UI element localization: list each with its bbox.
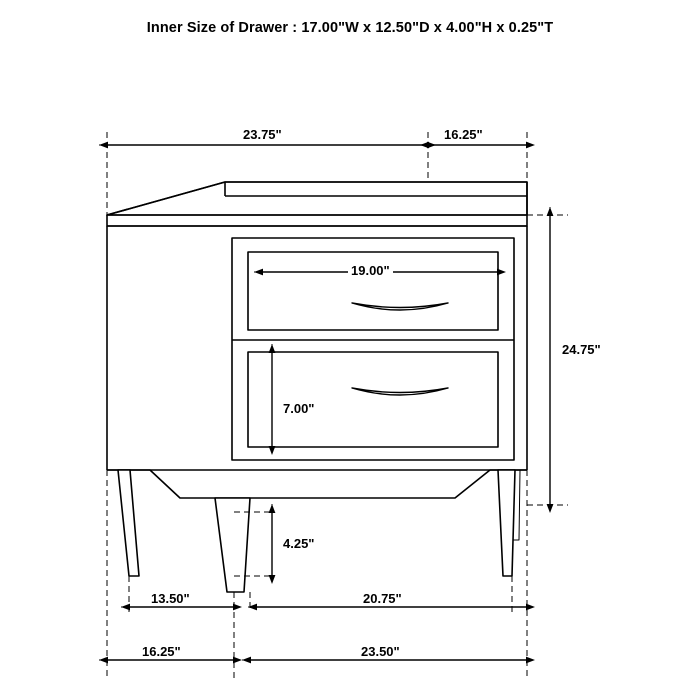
dim-top-side-depth: 16.25" (441, 128, 486, 142)
dim-bottom-side-span: 16.25" (139, 645, 184, 659)
cabinet-outline (107, 182, 527, 592)
dim-top-front-width: 23.75" (240, 128, 285, 142)
dim-overall-height: 24.75" (559, 343, 604, 357)
page-title: Inner Size of Drawer : 17.00"W x 12.50"D x 4.00"H x 0.25"T (146, 20, 554, 36)
dim-base-front-span: 20.75" (360, 592, 405, 606)
dim-drawer-inner-width: 19.00" (348, 264, 393, 278)
dim-lower-drawer-height: 7.00" (280, 402, 317, 416)
dim-leg-height: 4.25" (280, 537, 317, 551)
dim-base-left-span: 13.50" (148, 592, 193, 606)
dim-bottom-front-span: 23.50" (358, 645, 403, 659)
